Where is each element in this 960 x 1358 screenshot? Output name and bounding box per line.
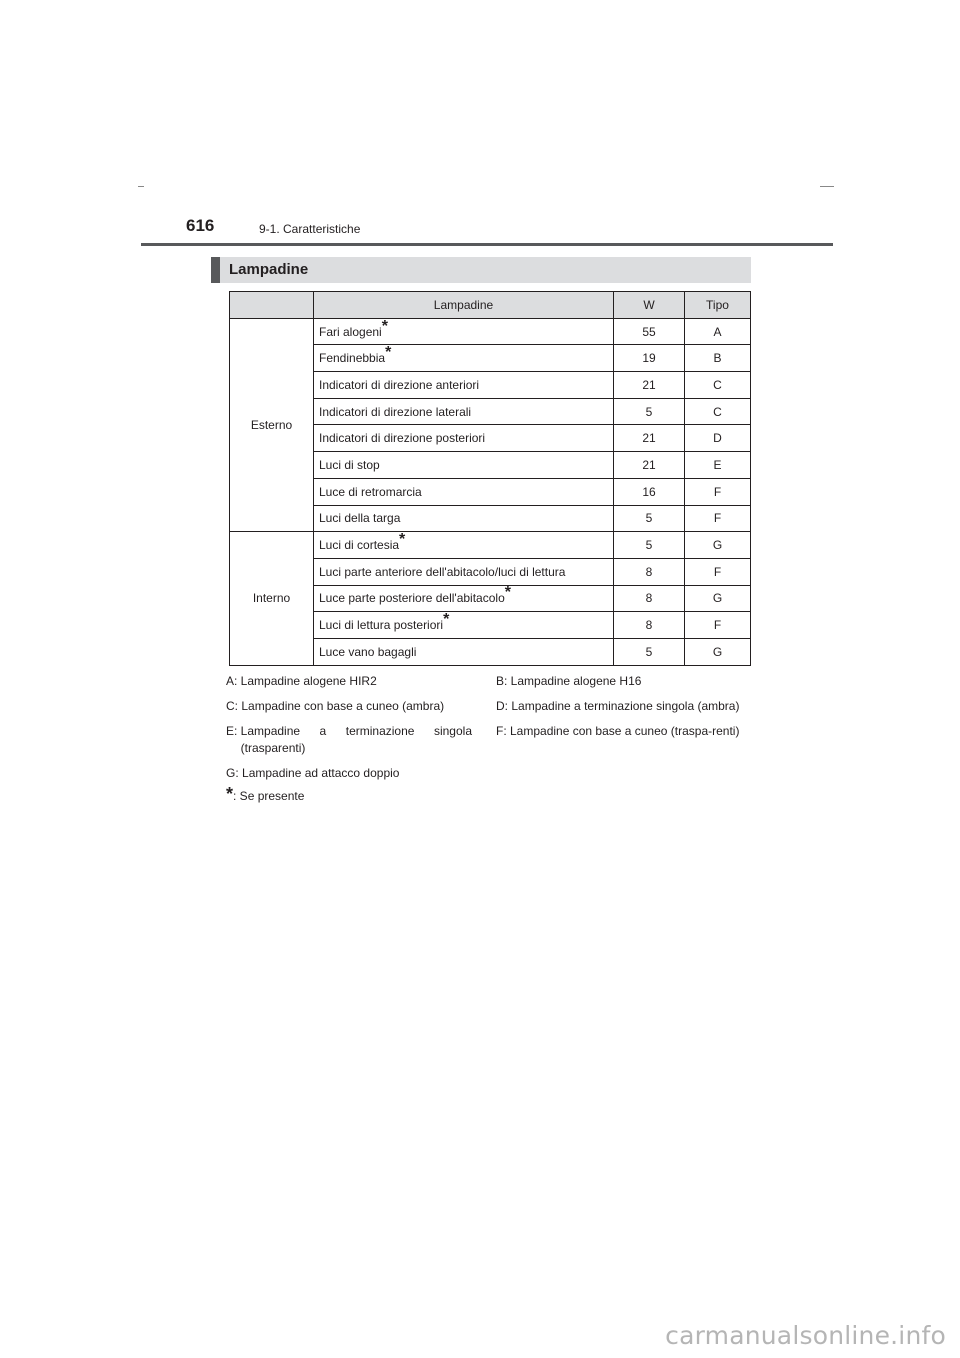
bulb-type: E <box>685 452 751 479</box>
bulb-name <box>314 425 614 452</box>
bulb-watt: 8 <box>614 585 685 612</box>
bulb-name <box>314 585 614 612</box>
bulb-type: G <box>685 532 751 559</box>
header-group <box>230 292 314 319</box>
bulb-name-text: Luci di lettura posteriori <box>319 618 444 633</box>
legend-key: C: <box>226 699 242 713</box>
table-body <box>230 318 751 665</box>
asterisk-icon: * <box>381 317 388 335</box>
bulb-type: C <box>685 398 751 425</box>
bulb-name-text: Indicatori di direzione anteriori <box>319 377 480 392</box>
bulb-name <box>314 478 614 505</box>
bulb-name-text: Indicatori di direzione posteriori <box>319 431 486 446</box>
section-path: 9-1. Caratteristiche <box>259 222 361 236</box>
table-header-row <box>230 292 751 319</box>
bulb-type: F <box>685 478 751 505</box>
group-label: Interno <box>230 532 314 665</box>
legend-key: D: <box>496 699 512 713</box>
bulb-watt: 55 <box>614 318 685 345</box>
asterisk-icon: * <box>385 344 392 362</box>
asterisk-icon: * <box>504 584 511 602</box>
bulb-type: C <box>685 372 751 399</box>
bulb-name-text: Luce di retromarcia <box>319 484 422 499</box>
legend-key: E: <box>226 724 241 738</box>
legend-item <box>496 723 742 757</box>
bulb-type: F <box>685 505 751 532</box>
bulb-name-text: Luci di cortesia <box>319 538 400 553</box>
page-number: 616 <box>186 216 215 235</box>
header-watt: W <box>614 292 685 319</box>
bulb-name-text: Luce parte posteriore dell'abitacolo <box>319 591 505 606</box>
section-heading: Lampadine <box>211 257 751 283</box>
legend-text: Lampadine a terminazione singola (ambra) <box>511 699 740 713</box>
header-name: Lampadine <box>314 292 614 319</box>
legend-key: G: <box>226 766 243 780</box>
bulb-name-text: Fendinebbia <box>319 351 386 366</box>
legend-text: Lampadine con base a cuneo (traspa-renti) <box>510 724 740 738</box>
bulb-name <box>314 532 614 559</box>
asterisk-icon: * <box>443 611 450 629</box>
bulb-name-text: Luci della targa <box>319 511 401 526</box>
legend-text: Lampadine con base a cuneo (ambra) <box>241 699 445 713</box>
bulb-watt: 21 <box>614 425 685 452</box>
footnote: * : Se presente <box>226 784 305 804</box>
bulb-watt: 19 <box>614 345 685 372</box>
header-rule <box>141 243 833 246</box>
bulb-watt: 5 <box>614 638 685 665</box>
bulb-type: F <box>685 558 751 585</box>
crop-mark-right <box>820 186 834 187</box>
asterisk-icon: * <box>399 531 406 549</box>
legend-item-g <box>226 765 746 782</box>
bulb-name <box>314 638 614 665</box>
legend-key: F: <box>496 724 510 738</box>
bulb-watt: 8 <box>614 612 685 639</box>
legend-item <box>496 673 742 690</box>
table-row <box>230 532 751 559</box>
bulb-type: G <box>685 585 751 612</box>
legend-item <box>496 698 742 715</box>
bulbs-table <box>229 291 751 666</box>
bulb-name-text: Luci parte anteriore dell'abitacolo/luci di lettura <box>319 564 566 579</box>
bulb-type: F <box>685 612 751 639</box>
legend-text: Lampadine ad attacco doppio <box>242 766 400 780</box>
legend-item <box>226 673 472 690</box>
bulb-name <box>314 612 614 639</box>
bulb-name <box>314 318 614 345</box>
bulb-watt: 5 <box>614 532 685 559</box>
bulb-watt: 5 <box>614 505 685 532</box>
legend-text: Lampadine a terminazione singola (trasparenti) <box>240 724 472 755</box>
crop-mark-left <box>138 186 144 187</box>
legend-text: Lampadine alogene H16 <box>510 674 642 688</box>
bulb-name <box>314 398 614 425</box>
bulb-watt: 8 <box>614 558 685 585</box>
header-type: Tipo <box>685 292 751 319</box>
table-row <box>230 318 751 345</box>
legend-text: Lampadine alogene HIR2 <box>240 674 377 688</box>
bulb-name <box>314 558 614 585</box>
bulb-type: D <box>685 425 751 452</box>
legend-key: B: <box>496 674 511 688</box>
group-label: Esterno <box>230 318 314 532</box>
bulb-watt: 21 <box>614 452 685 479</box>
watermark: carmanualsonline.info <box>665 1321 946 1350</box>
bulb-type: A <box>685 318 751 345</box>
bulb-name <box>314 505 614 532</box>
legend <box>226 673 746 805</box>
legend-key: A: <box>226 674 241 688</box>
bulb-name-text: Indicatori di direzione laterali <box>319 404 472 419</box>
bulb-name-text: Luce vano bagagli <box>319 644 417 659</box>
bulb-watt: 21 <box>614 372 685 399</box>
bulb-name-text: Fari alogeni <box>319 324 382 339</box>
bulb-name <box>314 372 614 399</box>
bulb-watt: 16 <box>614 478 685 505</box>
legend-grid <box>226 673 746 757</box>
bulb-name <box>314 345 614 372</box>
bulb-type: B <box>685 345 751 372</box>
bulb-type: G <box>685 638 751 665</box>
bulb-watt: 5 <box>614 398 685 425</box>
footnote-text: : Se presente <box>233 789 305 803</box>
legend-item <box>226 723 472 757</box>
legend-item <box>226 698 472 715</box>
bulb-name-text: Luci di stop <box>319 457 380 472</box>
bulb-name <box>314 452 614 479</box>
